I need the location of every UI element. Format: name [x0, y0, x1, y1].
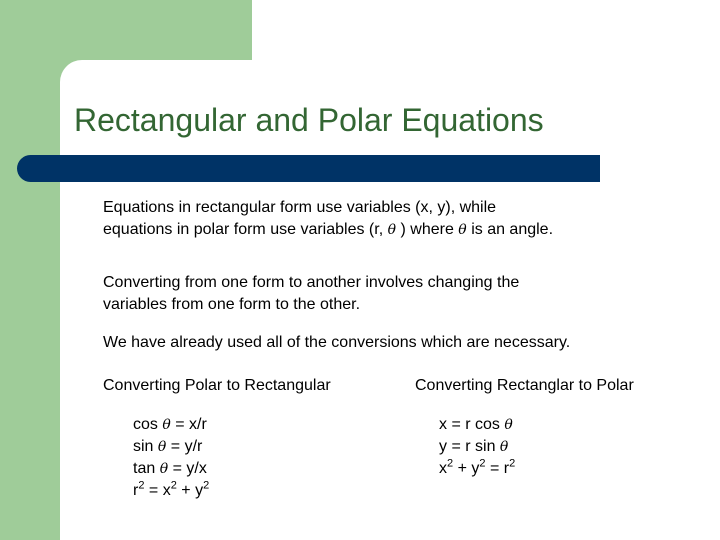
superscript: 2	[479, 457, 486, 470]
superscript: 2	[509, 457, 516, 470]
text-span: + y	[181, 482, 204, 499]
superscript: 2	[203, 479, 210, 492]
theta-symbol: θ	[162, 417, 171, 433]
text-span: = r	[489, 460, 510, 477]
text-span: x = r cos	[439, 416, 500, 433]
text-span: = x	[148, 482, 171, 499]
paragraph-line	[103, 219, 553, 241]
theta-symbol: θ	[159, 461, 169, 477]
paragraph-line: Converting from one form to another involves changing the	[103, 274, 520, 291]
paragraph-conversions: We have already used all of the conversions which are necessary.	[103, 334, 571, 351]
text-span: cos	[133, 416, 158, 433]
equations-polar-to-rectangular	[133, 414, 209, 501]
equation-line	[439, 458, 515, 479]
theta-symbol: θ	[157, 439, 167, 455]
paragraph-line: Equations in rectangular form use variables (x, y), while	[103, 199, 497, 216]
equation-line	[439, 414, 515, 436]
text-span: = x/r	[175, 416, 207, 433]
text-span: + y	[457, 460, 480, 477]
text-span: ) where	[400, 221, 454, 238]
title-underline-bar	[17, 155, 600, 182]
equation-line	[133, 436, 209, 458]
equation-line	[133, 458, 209, 480]
heading-rectangular-to-polar: Converting Rectanglar to Polar	[415, 377, 634, 394]
theta-symbol: θ	[504, 417, 513, 433]
text-span: y = r sin	[439, 438, 496, 455]
text-span: = y/r	[170, 438, 203, 455]
text-span: x	[439, 460, 447, 477]
equation-line	[133, 414, 209, 436]
paragraph-line: variables from one form to the other.	[103, 296, 361, 313]
equation-line	[133, 480, 209, 501]
text-span: is an angle.	[471, 221, 554, 238]
superscript: 2	[170, 479, 177, 492]
superscript: 2	[447, 457, 454, 470]
superscript: 2	[138, 479, 145, 492]
slide-title: Rectangular and Polar Equations	[74, 102, 544, 138]
paragraph-converting	[103, 272, 519, 316]
theta-symbol: θ	[458, 222, 467, 238]
text-span: sin	[133, 438, 154, 455]
equation-line	[439, 436, 515, 458]
theta-symbol: θ	[387, 222, 397, 238]
heading-polar-to-rectangular: Converting Polar to Rectangular	[103, 377, 331, 394]
text-span: r	[133, 482, 139, 499]
paragraph-rectangular-polar	[103, 197, 553, 241]
equations-rectangular-to-polar	[439, 414, 515, 479]
text-span: = y/x	[172, 460, 207, 477]
text-span: equations in polar form use variables (r,	[103, 221, 384, 238]
theta-symbol: θ	[499, 439, 509, 455]
text-span: tan	[133, 460, 156, 477]
